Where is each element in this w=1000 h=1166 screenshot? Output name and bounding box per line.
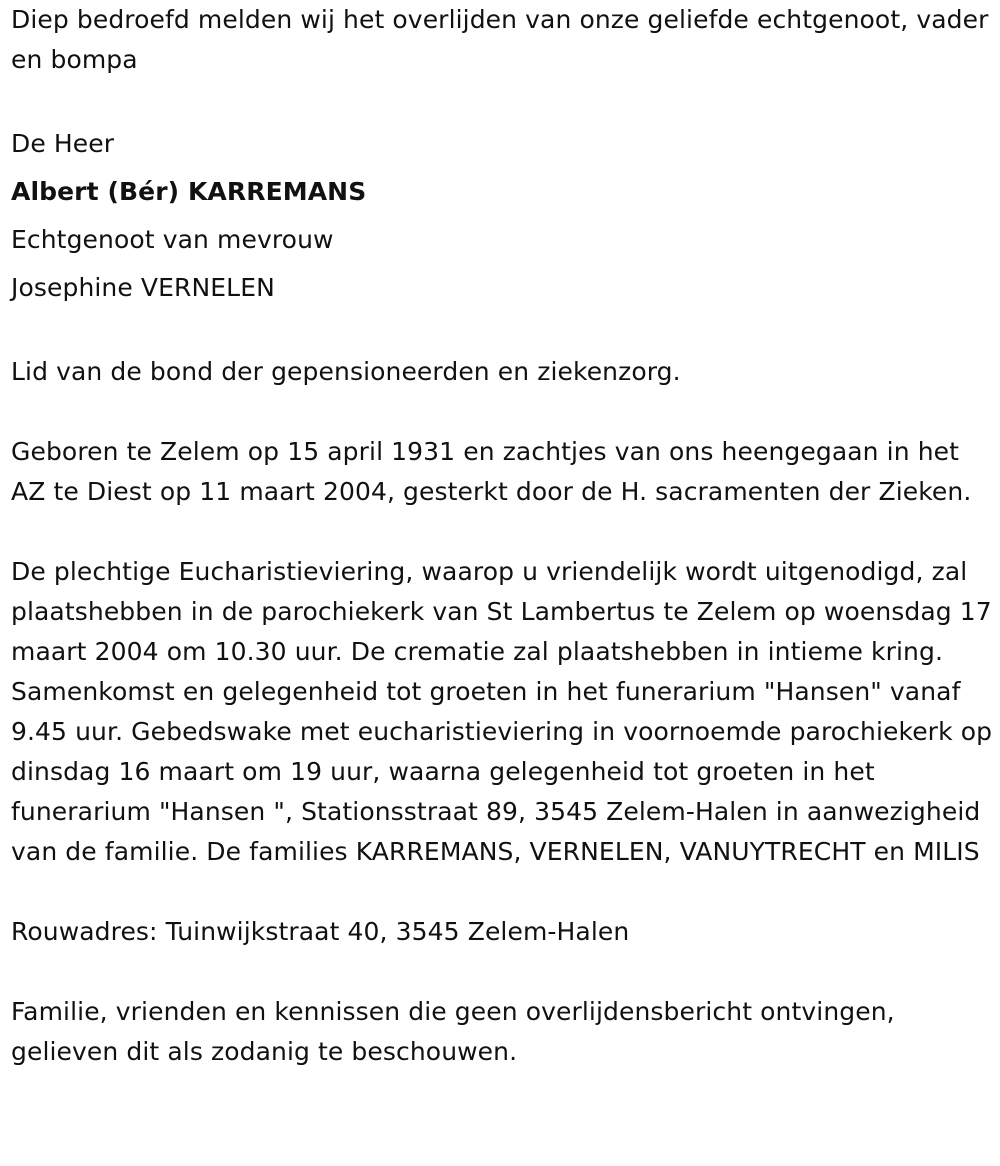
ceremony-paragraph: De plechtige Eucharistieviering, waarop u vriendelijk wordt uitgenodigd, zal plaatshebben in de parochiekerk van St Lambertus te Zelem op woensdag 17 maart 2004 om 10.30 uur. De crematie zal plaatshebben in intieme kring. Samenkomst en gelegenheid tot groeten in het funerarium "Hansen" vanaf 9.45 uur. Gebedswake met eucharistieviering in voornoemde parochiekerk op dinsdag 16 maart om 19 uur, waarna gelegenheid tot groeten in het funerarium "Hansen ", Stationsstraat 89, 3545 Zelem-Halen in aanwezigheid van de familie. De families KARREMANS, VERNELEN, VANUYTRECHT en MILIS bbox=[11, 557, 993, 866]
birth-death-paragraph: Geboren te Zelem op 15 april 1931 en zachtjes van ons heengegaan in het AZ te Diest op 11 maart 2004, gesterkt door de H. sacramenten der Zieken. bbox=[11, 437, 972, 506]
deceased-name: Albert (Bér) KARREMANS bbox=[11, 177, 367, 206]
spacer bbox=[11, 392, 996, 432]
closing-paragraph: Familie, vrienden en kennissen die geen overlijdensbericht ontvingen, gelieven dit als zodanig te beschouwen. bbox=[11, 997, 895, 1066]
membership-paragraph: Lid van de bond der gepensioneerden en ziekenzorg. bbox=[11, 357, 681, 386]
spacer bbox=[11, 80, 996, 120]
spacer bbox=[11, 872, 996, 912]
intro-paragraph: Diep bedroefd melden wij het overlijden van onze geliefde echtgenoot, vader en bompa bbox=[11, 5, 989, 74]
spacer bbox=[11, 512, 996, 552]
honorific: De Heer bbox=[11, 129, 115, 158]
spouse-line: Echtgenoot van mevrouw bbox=[11, 225, 334, 254]
spacer bbox=[11, 312, 996, 352]
spouse-name: Josephine VERNELEN bbox=[11, 273, 275, 302]
obituary-notice bbox=[11, 0, 996, 1072]
spacer bbox=[11, 952, 996, 992]
address-paragraph: Rouwadres: Tuinwijkstraat 40, 3545 Zelem-Halen bbox=[11, 917, 630, 946]
